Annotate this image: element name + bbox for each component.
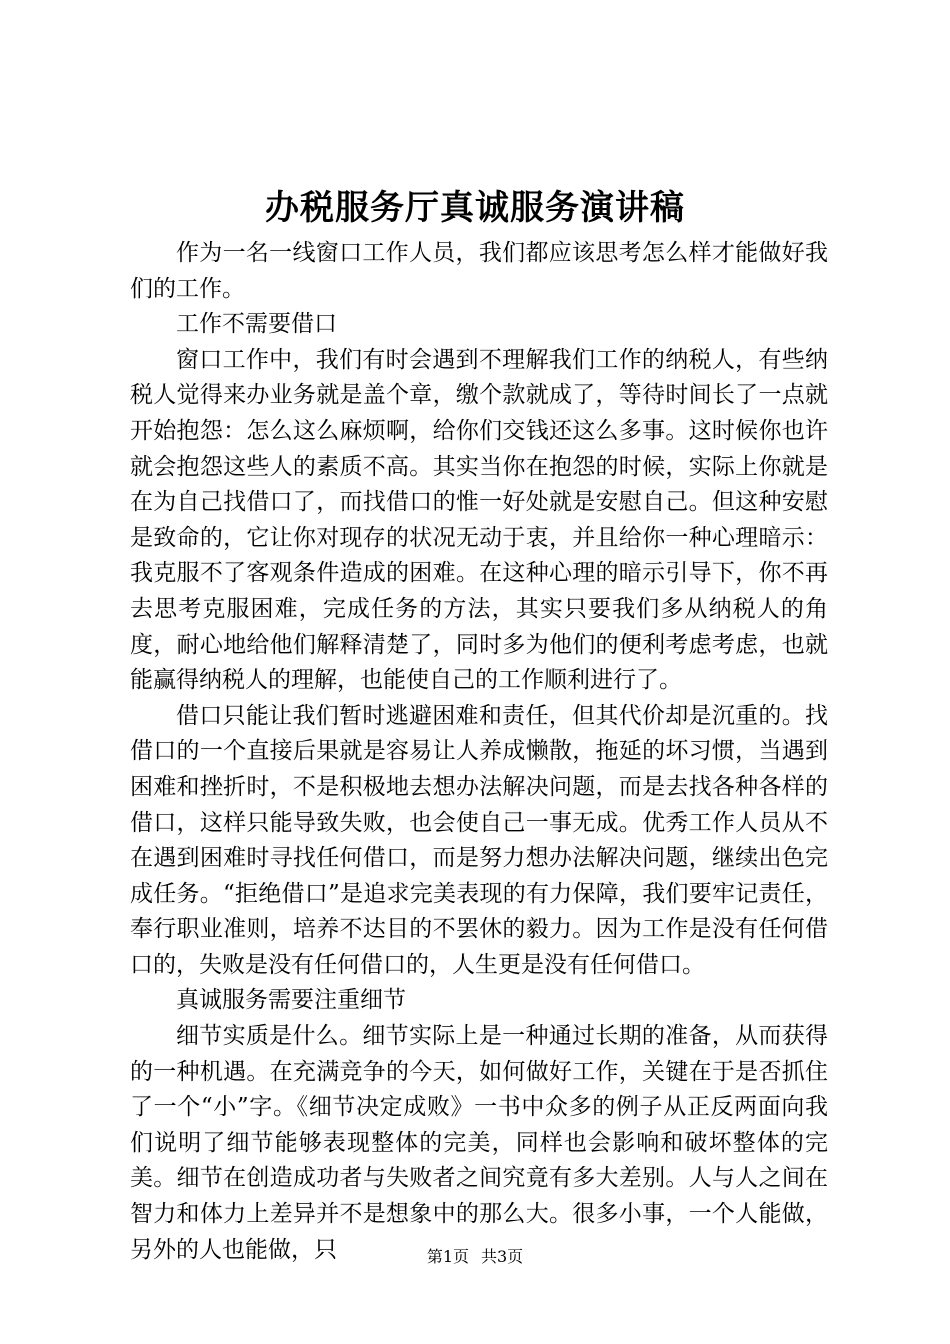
page-footer [0, 1246, 950, 1268]
page-total: 共3页 [481, 1247, 524, 1266]
page-number: 第1页 [426, 1247, 469, 1266]
section-heading: 工作不需要借口 [176, 311, 337, 338]
paragraph: 窗口工作中，我们有时会遇到不理解我们工作的纳税人，有些纳税人觉得来办业务就是盖个章，缴个款就成了，等待时间长了一点就开始抱怨：怎么这么麻烦啊，给你们交钱还这么多事。这时候你也许就会抱怨这些人的素质不高。其实当你在抱怨的时候，实际上你就是在为自己找借口了，而找借口的惟一好处就是安慰自己。但这种安慰是致命的，它让你对现存的状况无动于衷，并且给你一种心理暗示：我克服不了客观条件造成的困难。在这种心理的暗示引导下，你不再去思考克服困难，完成任务的方法，其实只要我们多从纳税人的角度，耐心地给他们解释清楚了，同时多为他们的便利考虑考虑，也就能赢得纳税人的理解，也能使自己的工作顺利进行了。 [130, 346, 828, 694]
section-heading: 真诚服务需要注重细节 [176, 987, 406, 1014]
paragraph: 作为一名一线窗口工作人员，我们都应该思考怎么样才能做好我们的工作。 [130, 240, 828, 302]
document-title: 办税服务厅真诚服务演讲稿 [265, 188, 685, 228]
paragraph: 细节实质是什么。细节实际上是一种通过长期的准备，从而获得的一种机遇。在充满竞争的今天，如何做好工作，关键在于是否抓住了一个“小”字。《细节决定成败》一书中众多的例子从正反两面向我们说明了细节能够表现整体的完美，同样也会影响和破坏整体的完美。细节在创造成功者与失败者之间究竟有多大差别。人与人之间在智力和体力上差异并不是想象中的那么大。很多小事，一个人能做，另外的人也能做，只 [130, 1023, 828, 1263]
paragraph: 借口只能让我们暂时逃避困难和责任，但其代价却是沉重的。找借口的一个直接后果就是容易让人养成懒散，拖延的坏习惯，当遇到困难和挫折时，不是积极地去想办法解决问题，而是去找各种各样的借口，这样只能导致失败，也会使自己一事无成。优秀工作人员从不在遇到困难时寻找任何借口，而是努力想办法解决问题，继续出色完成任务。“拒绝借口”是追求完美表现的有力保障，我们要牢记责任，奉行职业准则，培养不达目的不罢休的毅力。因为工作是没有任何借口的，失败是没有任何借口的，人生更是没有任何借口。 [130, 702, 828, 978]
document-body [130, 236, 828, 1268]
